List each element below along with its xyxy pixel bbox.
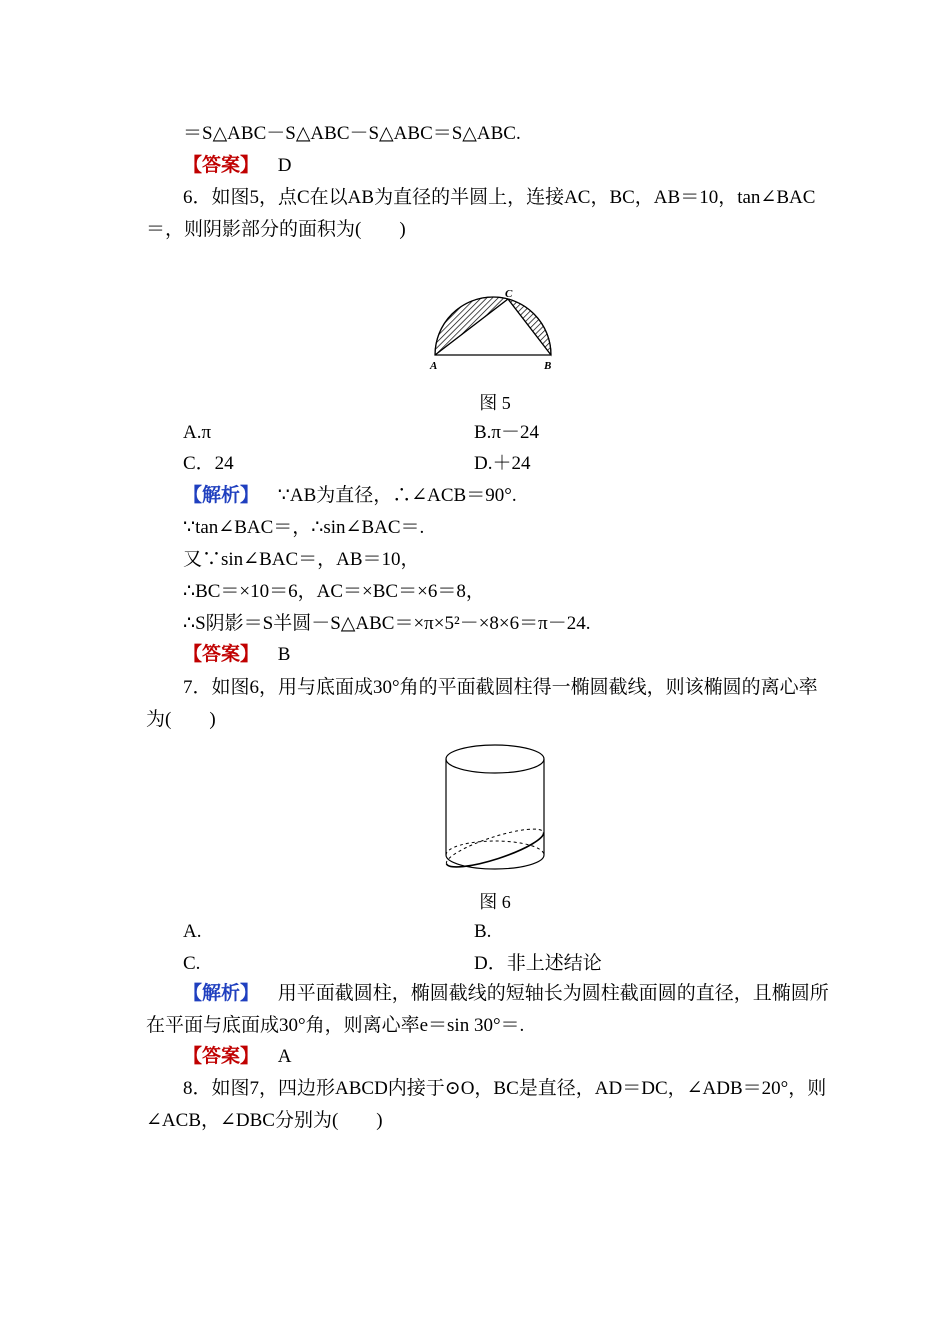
solution-tag: 【解析】 <box>183 485 260 506</box>
question-8-line-2: ∠ACB，∠DBC分别为( ) <box>146 1110 383 1131</box>
question-6-line-2: ＝，则阴影部分的面积为( ) <box>146 219 406 240</box>
equation-line: ＝S△ABC－S△ABC－S△ABC＝S△ABC. <box>183 123 521 144</box>
cylinder-bottom-back <box>446 841 544 855</box>
answer-5 <box>183 154 292 178</box>
label-c: C <box>505 288 513 300</box>
question-7-line-2: 为( ) <box>146 709 216 730</box>
label-b: B <box>544 360 552 372</box>
q7-option-d: D．非上述结论 <box>474 953 602 974</box>
figure-6-cylinder <box>440 740 550 875</box>
answer-6 <box>183 643 290 667</box>
answer-tag: 【答案】 <box>183 644 260 665</box>
question-6-line-1: 6．如图5，点C在以AB为直径的半圆上，连接AC，BC，AB＝10，tan∠BAC <box>183 187 816 208</box>
solution-7-line-1 <box>183 982 829 1006</box>
solution-text: 用平面截圆柱，椭圆截线的短轴长为圆柱截面圆的直径，且椭圆所 <box>277 983 829 1004</box>
q6-option-a: A.π <box>183 422 212 443</box>
solution-6-line-4: ∴BC＝×10＝6，AC＝×BC＝×6＝8， <box>183 581 485 602</box>
answer-tag: 【答案】 <box>183 155 260 176</box>
solution-7-line-2: 在平面与底面成30°角，则离心率e＝sin 30°＝. <box>146 1015 525 1036</box>
figure-5-semicircle <box>420 285 570 375</box>
q7-option-b: B. <box>474 921 492 942</box>
answer-value: A <box>277 1046 292 1067</box>
section-ellipse-front <box>446 832 546 874</box>
answer-tag: 【答案】 <box>183 1046 260 1067</box>
solution-6-line-3: 又∵sin∠BAC＝，AB＝10， <box>183 549 420 570</box>
solution-6-line-5: ∴S阴影＝S半圆－S△ABC＝×π×5²－×8×6＝π－24. <box>183 613 591 634</box>
question-7-line-1: 7．如图6，用与底面成30°角的平面截圆柱得一椭圆截线，则该椭圆的离心率 <box>183 677 818 698</box>
figure-6-caption: 图 6 <box>479 892 511 912</box>
q7-option-c: C. <box>183 953 201 974</box>
answer-value: D <box>277 155 292 176</box>
solution-tag: 【解析】 <box>183 983 260 1004</box>
label-a: A <box>430 360 438 372</box>
question-8-line-1: 8．如图7，四边形ABCD内接于⊙O，BC是直径，AD＝DC，∠ADB＝20°，则 <box>183 1078 827 1099</box>
answer-7 <box>183 1045 292 1069</box>
solution-6-line-2: ∵tan∠BAC＝，∴sin∠BAC＝. <box>183 517 425 538</box>
section-ellipse-back <box>443 822 543 864</box>
solution-6-line-1 <box>183 484 517 508</box>
q6-option-b: B.π－24 <box>474 422 540 443</box>
answer-value: B <box>277 644 291 665</box>
solution-text: ∵AB为直径，∴∠ACB＝90°. <box>277 485 517 506</box>
q7-option-a: A. <box>183 921 202 942</box>
q6-option-c: C．24 <box>183 453 234 474</box>
q6-option-d: D.＋24 <box>474 453 531 474</box>
cylinder-top <box>446 745 544 773</box>
figure-5-caption: 图 5 <box>479 393 511 413</box>
